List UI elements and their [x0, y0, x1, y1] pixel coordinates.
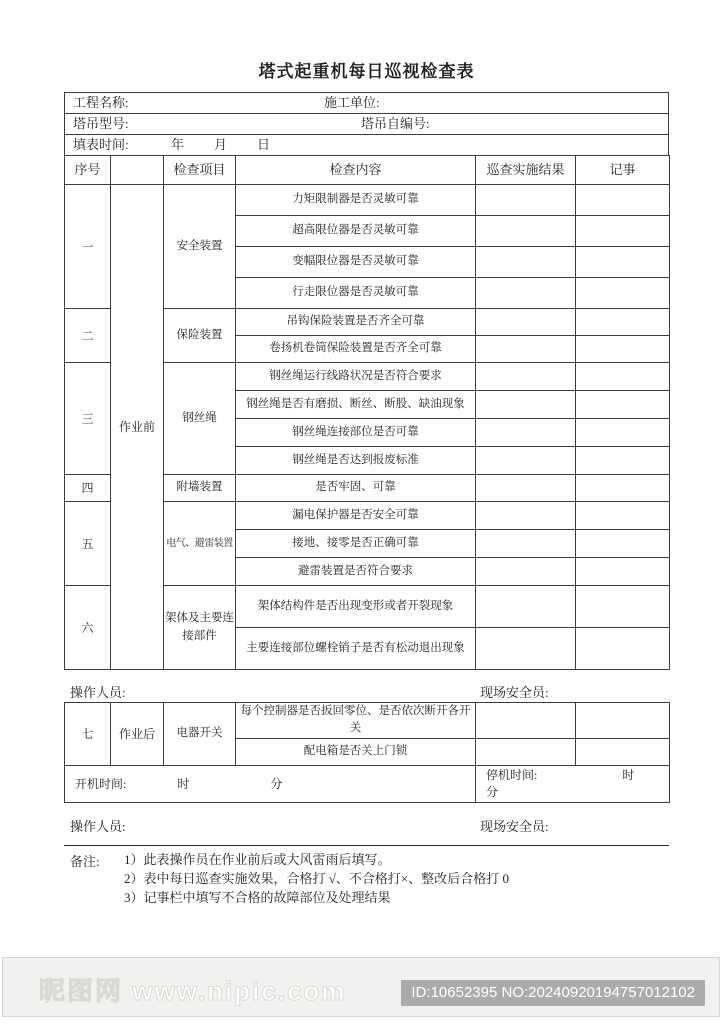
inspection-content: 主要连接部位螺栓销子是否有松动退出现象 — [236, 628, 476, 670]
note-blank-cell — [576, 628, 670, 670]
section-number: 一 — [65, 185, 111, 309]
result-blank-cell — [476, 475, 576, 502]
note-blank-cell — [576, 558, 670, 586]
result-blank-cell — [476, 703, 576, 739]
safety-officer-label: 现场安全员: — [480, 685, 549, 700]
operator-label: 操作人员: — [70, 685, 126, 700]
inspection-content: 钢丝绳连接部位是否可靠 — [236, 419, 476, 447]
nipic-logo — [39, 971, 347, 1008]
header-item: 检查项目 — [164, 156, 236, 185]
note-blank-cell — [576, 586, 670, 628]
result-blank-cell — [476, 278, 576, 309]
result-blank-cell — [476, 558, 576, 586]
start-hour-label: 时 — [177, 776, 190, 791]
inspection-item: 附墙装置 — [164, 475, 236, 502]
safety-officer-label: 现场安全员: — [480, 819, 549, 834]
info-row-fill-date — [65, 135, 668, 155]
note-blank-cell — [576, 475, 670, 502]
result-blank-cell — [476, 447, 576, 475]
note-blank-cell — [576, 185, 670, 216]
crane-model-label: 塔吊型号: — [73, 116, 129, 131]
stop-minute-label: 分 — [486, 784, 499, 799]
crane-number-label: 塔吊自编号: — [361, 116, 430, 131]
operator-label: 操作人员: — [70, 819, 126, 834]
note-blank-cell — [576, 216, 670, 247]
fill-date-label: 填表时间: — [73, 137, 129, 152]
result-blank-cell — [476, 628, 576, 670]
result-blank-cell — [476, 530, 576, 558]
site-url: www.nipic.com — [132, 976, 347, 1006]
header-phase — [111, 156, 164, 185]
inspection-content: 接地、接零是否正确可靠 — [236, 530, 476, 558]
section-number: 三 — [65, 363, 111, 475]
info-row-crane-model — [65, 114, 668, 135]
page-title: 塔式起重机每日巡视检查表 — [258, 62, 475, 81]
inspection-content: 超高限位器是否灵敏可靠 — [236, 216, 476, 247]
section-number: 六 — [65, 586, 111, 670]
inspection-content: 每个控制器是否扳回零位、是否依次断开各开关 — [236, 703, 476, 739]
section-number: 七 — [65, 703, 111, 766]
header-seq: 序号 — [65, 156, 111, 185]
result-blank-cell — [476, 502, 576, 530]
remarks-divider — [64, 845, 669, 846]
site-name: 昵图网 — [39, 976, 124, 1006]
note-blank-cell — [576, 738, 670, 765]
inspection-content: 变幅限位器是否灵敏可靠 — [236, 247, 476, 278]
remarks-label: 备注: — [70, 854, 100, 869]
note-blank-cell — [576, 530, 670, 558]
remarks-line: 2）表中每日巡查实施效果，合格打 √、不合格打×、整改后合格打 0 — [124, 871, 509, 886]
section-number: 四 — [65, 475, 111, 502]
note-blank-cell — [576, 247, 670, 278]
note-blank-cell — [576, 309, 670, 336]
note-blank-cell — [576, 502, 670, 530]
remarks-block — [64, 851, 669, 908]
start-time-cell — [65, 765, 476, 802]
inspection-item: 钢丝绳 — [164, 363, 236, 475]
note-blank-cell — [576, 391, 670, 419]
result-blank-cell — [476, 738, 576, 765]
start-minute-label: 分 — [270, 776, 283, 791]
day-label: 日 — [257, 137, 271, 152]
inspection-item: 电气、避雷装置 — [164, 502, 236, 586]
result-blank-cell — [476, 336, 576, 363]
result-blank-cell — [476, 586, 576, 628]
inspection-content: 是否牢固、可靠 — [236, 475, 476, 502]
result-blank-cell — [476, 247, 576, 278]
note-blank-cell — [576, 336, 670, 363]
header-content: 检查内容 — [236, 156, 476, 185]
inspection-item: 保险装置 — [164, 309, 236, 363]
inspection-item: 电器开关 — [164, 703, 236, 766]
stop-time-cell — [476, 765, 670, 802]
phase-after-cell: 作业后 — [111, 703, 164, 766]
project-name-label: 工程名称: — [73, 95, 129, 110]
inspection-content: 漏电保护器是否安全可靠 — [236, 502, 476, 530]
stop-hour-label: 时 — [622, 767, 635, 782]
inspection-content: 吊钩保险装置是否齐全可靠 — [236, 309, 476, 336]
result-blank-cell — [476, 363, 576, 391]
inspection-content: 钢丝绳运行线路状况是否符合要求 — [236, 363, 476, 391]
construction-unit-label: 施工单位: — [324, 95, 380, 110]
note-blank-cell — [576, 447, 670, 475]
inspection-content: 避雷装置是否符合要求 — [236, 558, 476, 586]
info-row-project — [65, 93, 668, 114]
inspection-content: 配电箱是否关上门锁 — [236, 738, 476, 765]
inspection-content: 钢丝绳是否有磨损、断丝、断股、缺油现象 — [236, 391, 476, 419]
result-blank-cell — [476, 185, 576, 216]
inspection-table — [64, 155, 670, 670]
start-time-label: 开机时间: — [75, 776, 127, 791]
result-blank-cell — [476, 216, 576, 247]
info-table — [64, 92, 669, 156]
year-label: 年 — [171, 137, 185, 152]
inspection-content: 钢丝绳是否达到报废标准 — [236, 447, 476, 475]
inspection-item: 安全装置 — [164, 185, 236, 309]
remarks-line: 1）此表操作员在作业前后或大风雷雨后填写。 — [124, 852, 391, 867]
section-number: 五 — [65, 502, 111, 586]
section-number: 二 — [65, 309, 111, 363]
result-blank-cell — [476, 419, 576, 447]
remarks-line: 3）记事栏中填写不合格的故障部位及处理结果 — [124, 890, 391, 905]
result-blank-cell — [476, 309, 576, 336]
phase-before-cell: 作业前 — [111, 185, 164, 670]
stop-time-label: 停机时间: — [486, 767, 538, 782]
note-blank-cell — [576, 703, 670, 739]
note-blank-cell — [576, 363, 670, 391]
note-blank-cell — [576, 419, 670, 447]
inspection-content: 力矩限制器是否灵敏可靠 — [236, 185, 476, 216]
header-result: 巡查实施结果 — [476, 156, 576, 185]
inspection-item: 架体及主要连接部件 — [164, 586, 236, 670]
after-operation-table — [64, 702, 670, 803]
header-note: 记事 — [576, 156, 670, 185]
month-label: 月 — [214, 137, 228, 152]
inspection-content: 行走限位器是否灵敏可靠 — [236, 278, 476, 309]
watermark-bar — [2, 957, 720, 1017]
note-blank-cell — [576, 278, 670, 309]
inspection-content: 架体结构件是否出现变形或者开裂现象 — [236, 586, 476, 628]
result-blank-cell — [476, 391, 576, 419]
image-id-badge: ID:10652395 NO:20240920194757012102 — [401, 980, 705, 1006]
inspection-content: 卷扬机卷筒保险装置是否齐全可靠 — [236, 336, 476, 363]
